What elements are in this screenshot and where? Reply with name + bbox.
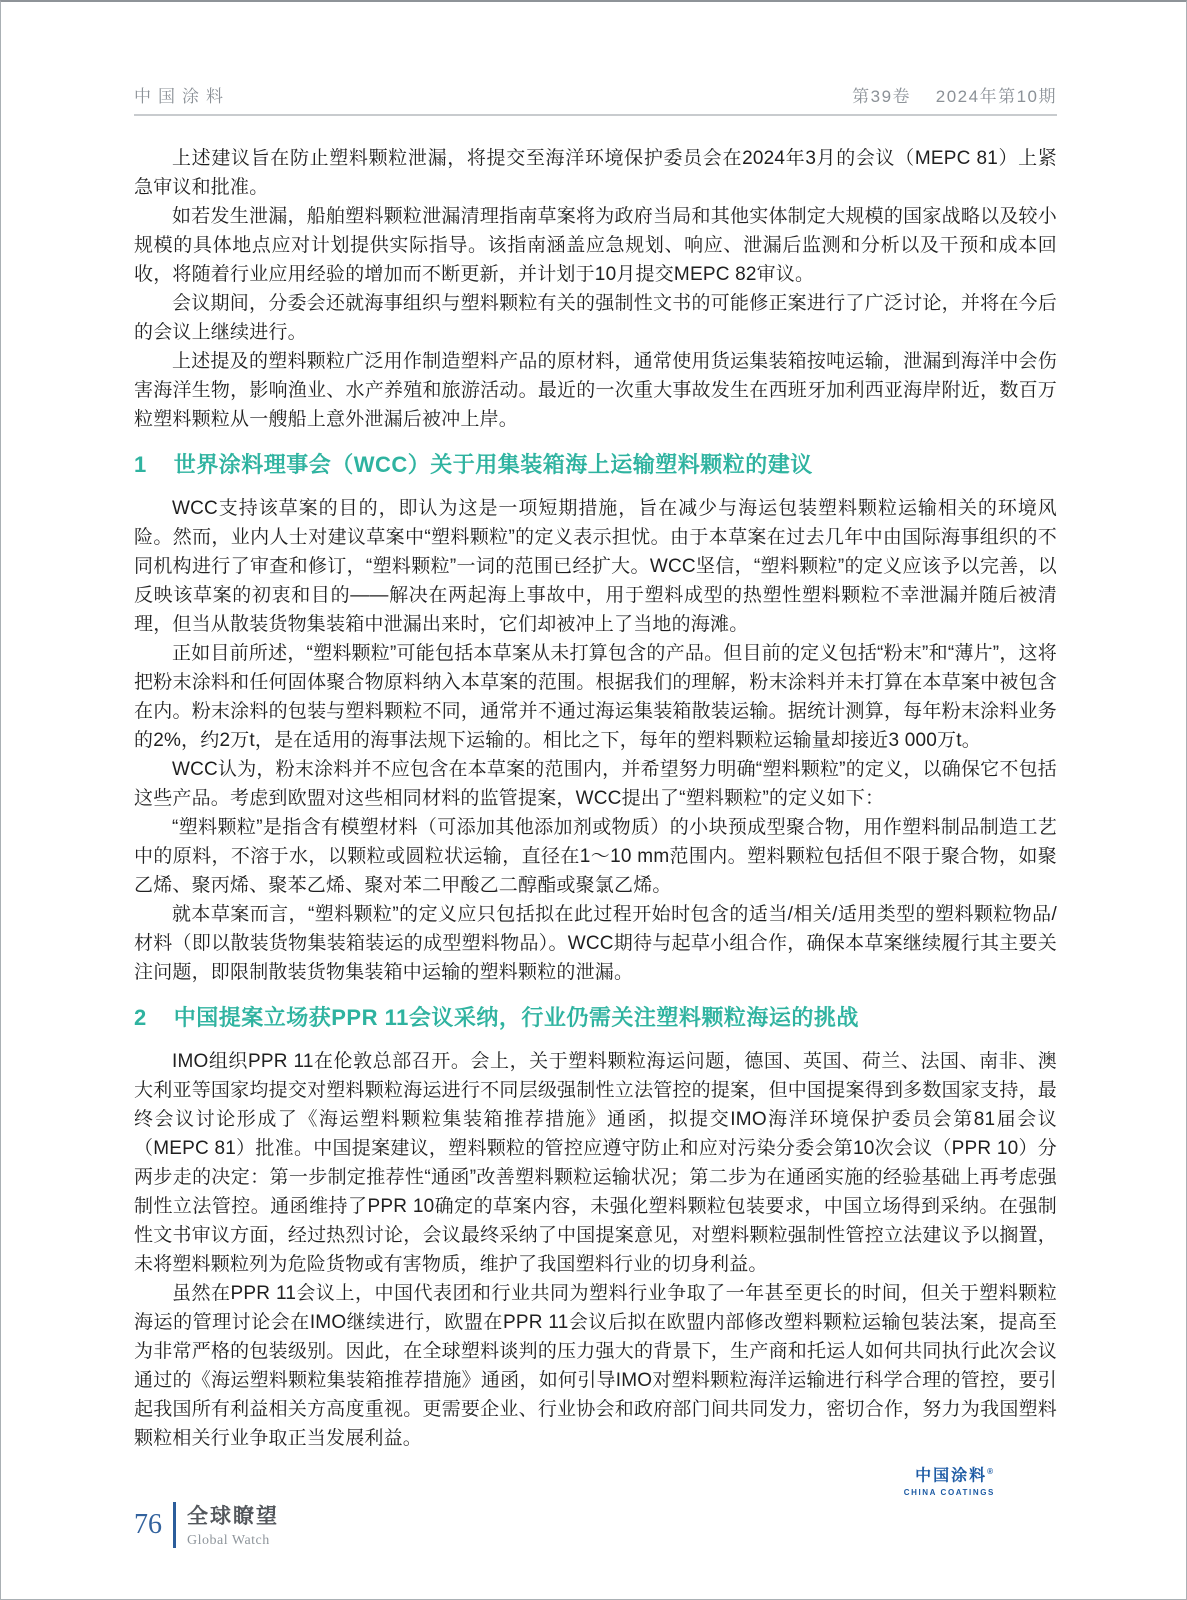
logo-text-en: CHINA COATINGS bbox=[903, 1487, 995, 1497]
paragraph: 上述建议旨在防止塑料颗粒泄漏，将提交至海洋环境保护委员会在2024年3月的会议（MEPC 81）上紧急审议和批准。 bbox=[134, 148, 1057, 198]
page-container bbox=[1, 2, 1186, 1599]
paragraph: 如若发生泄漏，船舶塑料颗粒泄漏清理指南草案将为政府当局和其他实体制定大规模的国家战略以及较小规模的具体地点应对计划提供实际指导。该指南涵盖应急规划、响应、泄漏后监测和分析以及干预和成本回收，将随着行业应用经验的增加而不断更新，并计划于10月提交MEPC 82审议。 bbox=[134, 206, 1057, 285]
paragraph: WCC认为，粉末涂料并不应包含在本草案的范围内，并希望努力明确“塑料颗粒”的定义，以确保它不包括这些产品。考虑到欧盟对这些相同材料的监管提案，WCC提出了“塑料颗粒”的定义如下： bbox=[134, 759, 1057, 809]
paragraph: 正如目前所述，“塑料颗粒”可能包括本草案从未打算包含的产品。但目前的定义包括“粉末”和“薄片”，这将把粉末涂料和任何固体聚合物原料纳入本草案的范围。根据我们的理解，粉末涂料并未打算在本草案中被包含在内。粉末涂料的包装与塑料颗粒不同，通常并不通过海运集装箱散装运输。据统计测算，每年粉末涂料业务的2%，约2万t，是在适用的海事法规下运输的。相比之下，每年的塑料颗粒运输量却接近3 000万t。 bbox=[134, 643, 1057, 751]
paragraph: 上述提及的塑料颗粒广泛用作制造塑料产品的原材料，通常使用货运集装箱按吨运输，泄漏到海洋中会伤害海洋生物，影响渔业、水产养殖和旅游活动。最近的一次重大事故发生在西班牙加利西亚海岸附近，数百万粒塑料颗粒从一艘船上意外泄漏后被冲上岸。 bbox=[134, 351, 1057, 430]
running-header bbox=[134, 82, 1057, 116]
china-coatings-logo bbox=[134, 1467, 1057, 1497]
paragraph: “塑料颗粒”是指含有模塑材料（可添加其他添加剂或物质）的小块预成型聚合物，用作塑料制品制造工艺中的原料，不溶于水，以颗粒或圆粒状运输，直径在1～10 mm范围内。塑料颗粒包括但不限于聚合物，如聚乙烯、聚丙烯、聚苯乙烯、聚对苯二甲酸乙二醇酯或聚氯乙烯。 bbox=[134, 817, 1057, 896]
section-title: 世界涂料理事会（WCC）关于用集装箱海上运输塑料颗粒的建议 bbox=[173, 452, 813, 477]
section-heading-2 bbox=[134, 1004, 1057, 1032]
issue-label: 2024年第10期 bbox=[935, 87, 1057, 106]
paragraph: WCC支持该草案的目的，即认为这是一项短期措施，旨在减少与海运包装塑料颗粒运输相关的环境风险。然而，业内人士对建议草案中“塑料颗粒”的定义表示担忧。由于本草案在过去几年中由国际海事组织的不同机构进行了审查和修订，“塑料颗粒”一词的范围已经扩大。WCC坚信，“塑料颗粒”的定义应该予以完善，以反映该草案的初衷和目的——解决在两起海上事故中，用于塑料成型的热塑性塑料颗粒不幸泄漏并随后被清理，但当从散装货物集装箱中泄漏出来时，它们却被冲上了当地的海滩。 bbox=[134, 498, 1057, 635]
section-number: 1 bbox=[134, 452, 147, 477]
registered-mark: ® bbox=[987, 1467, 995, 1476]
volume-issue bbox=[852, 82, 1057, 107]
section-number: 2 bbox=[134, 1005, 147, 1030]
paragraph: 虽然在PPR 11会议上，中国代表团和行业共同为塑料行业争取了一年甚至更长的时间，但关于塑料颗粒海运的管理讨论会在IMO继续进行，欧盟在PPR 11会议后拟在欧盟内部修改塑料颗粒运输包装法案，提高至为非常严格的包装级别。因此，在全球塑料谈判的压力强大的背景下，生产商和托运人如何共同执行此次会议通过的《海运塑料颗粒集装箱推荐措施》通函，如何引导IMO对塑料颗粒海洋运输进行科学合理的管控，要引起我国所有利益相关方高度重视。更需要企业、行业协会和政府部门间共同发力，密切合作，努力为我国塑料颗粒相关行业争取正当发展利益。 bbox=[134, 1283, 1057, 1449]
journal-name: 中国涂料 bbox=[134, 87, 230, 106]
paragraph: 就本草案而言，“塑料颗粒”的定义应只包括拟在此过程开始时包含的适当/相关/适用类型的塑料颗粒物品/材料（即以散装货物集装箱装运的成型塑料物品）。WCC期待与起草小组合作，确保本草案继续履行其主要关注问题，即限制散装货物集装箱中运输的塑料颗粒的泄漏。 bbox=[134, 904, 1057, 983]
page-footer bbox=[134, 1500, 279, 1549]
page-number: 76 bbox=[134, 1508, 162, 1540]
paragraph: 会议期间，分委会还就海事组织与塑料颗粒有关的强制性文书的可能修正案进行了广泛讨论，并将在今后的会议上继续进行。 bbox=[134, 293, 1057, 343]
paragraph: IMO组织PPR 11在伦敦总部召开。会上，关于塑料颗粒海运问题，德国、英国、荷兰、法国、南非、澳大利亚等国家均提交对塑料颗粒海运进行不同层级强制性立法管控的提案，但中国提案得到多数国家支持，最终会议讨论形成了《海运塑料颗粒集装箱推荐措施》通函，拟提交IMO海洋环境保护委员会第81届会议（MEPC 81）批准。中国提案建议，塑料颗粒的管控应遵守防止和应对污染分委会第10次会议（PPR 10）分两步走的决定：第一步制定推荐性“通函”改善塑料颗粒运输状况；第二步为在通函实施的经验基础上再考虑强制性立法管控。通函维持了PPR 10确定的草案内容，未强化塑料颗粒包装要求，中国立场得到采纳。在强制性文书审议方面，经过热烈讨论，会议最终采纳了中国提案意见，对塑料颗粒强制性管控立法建议予以搁置，未将塑料颗粒列为危险货物或有害物质，维护了我国塑料行业的切身利益。 bbox=[134, 1051, 1057, 1275]
column-title-en: Global Watch bbox=[187, 1533, 270, 1548]
article-body bbox=[134, 144, 1057, 1453]
section-title: 中国提案立场获PPR 11会议采纳，行业仍需关注塑料颗粒海运的挑战 bbox=[173, 1005, 859, 1030]
column-title-cn: 全球瞭望 bbox=[187, 1505, 279, 1528]
divider bbox=[173, 1502, 176, 1548]
column-title bbox=[187, 1500, 279, 1549]
logo-text-cn: 中国涂料® bbox=[915, 1467, 995, 1485]
volume-label: 第39卷 bbox=[852, 87, 912, 106]
section-heading-1 bbox=[134, 451, 1057, 479]
